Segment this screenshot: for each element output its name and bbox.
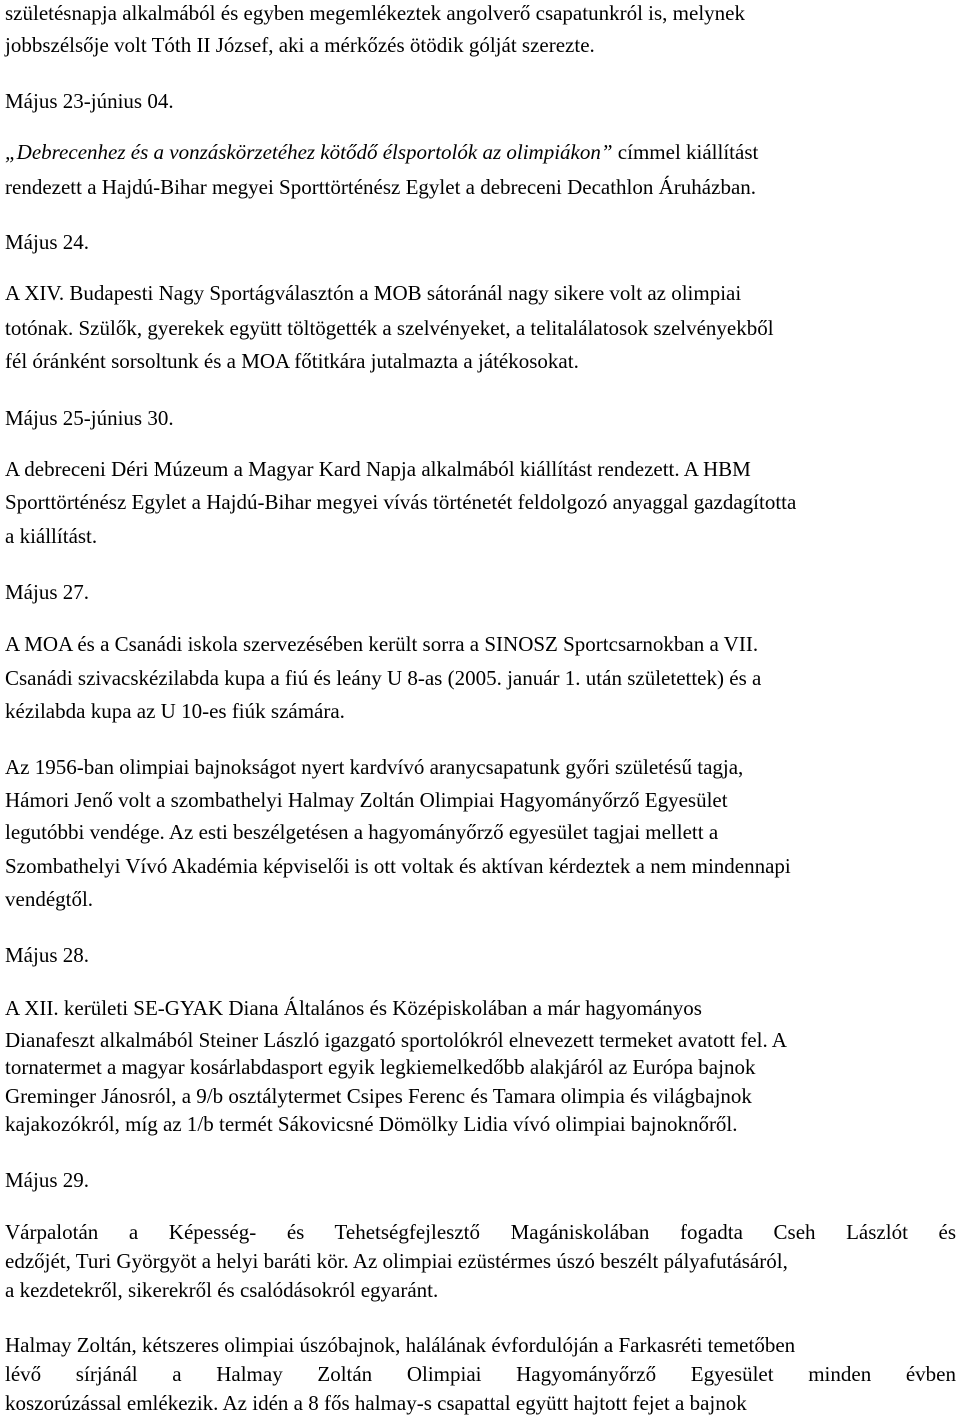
exhibition-title: „Debrecenhez és a vonzáskörzetéhez kötődő élsportolók az olimpiákon” [5, 140, 613, 164]
paragraph-line: születésnapja alkalmából és egyben megemlékeztek angolverő csapatunkról is, melynek [5, 1, 745, 25]
paragraph-line: A debreceni Déri Múzeum a Magyar Kard Napja alkalmából kiállítást rendezett. A HBM [5, 457, 751, 481]
paragraph-line: Várpalotán a Képesség- és Tehetségfejlesztő Magániskolában fogadta Cseh Lászlót és [5, 1220, 956, 1244]
paragraph-line: legutóbbi vendége. Az esti beszélgetésen a hagyományőrző egyesület tagjai mellett a [5, 820, 719, 844]
paragraph-line: Szombathelyi Vívó Akadémia képviselői is ott voltak és aktívan kérdeztek a nem mindennapi [5, 854, 791, 878]
paragraph-line: Csanádi szivacskézilabda kupa a fiú és leány U 8-as (2005. január 1. után születettek) és a [5, 666, 762, 690]
paragraph-line: A XII. kerületi SE-GYAK Diana Általános és Középiskolában a már hagyományos [5, 996, 702, 1020]
paragraph-line: vendégtől. [5, 887, 94, 911]
paragraph-line: Halmay Zoltán, kétszeres olimpiai úszóbajnok, halálának évfordulóján a Farkasréti temetőben [5, 1333, 796, 1357]
paragraph-line: fél óránként sorsoltunk és a MOA főtitkára jutalmazta a játékosokat. [5, 349, 579, 373]
paragraph-line: jobbszélsője volt Tóth II József, aki a mérkőzés ötödik gólját szerezte. [5, 33, 595, 57]
paragraph-line: koszorúzással emlékezik. Az idén a 8 fős halmay-s csapattal együtt hajtott fejet a bajnok [5, 1391, 747, 1415]
paragraph-line: totónak. Szülők, gyerekek együtt töltögették a szelvényeket, a telitalálatosok szelvényekből [5, 316, 774, 340]
paragraph-line: Sporttörténész Egylet a Hajdú-Bihar megyei vívás történetét feldolgozó anyaggal gazdagította [5, 490, 797, 514]
paragraph-line: lévő sírjánál a Halmay Zoltán Olimpiai Hagyományőrző Egyesület minden évben [5, 1362, 956, 1386]
paragraph-line: a kezdetekről, sikerekről és csalódásokról egyaránt. [5, 1278, 439, 1302]
paragraph-line: kajakozókról, míg az 1/b termét Sákovicsné Dömölky Lidia vívó olimpiai bajnoknőről. [5, 1112, 738, 1136]
paragraph-line: a kiállítást. [5, 524, 98, 548]
paragraph-line [5, 139, 758, 165]
paragraph-line: Hámori Jenő volt a szombathelyi Halmay Zoltán Olimpiai Hagyományőrző Egyesület [5, 788, 728, 812]
paragraph-line: Dianafeszt alkalmából Steiner László igazgató sportolókról elnevezett termeket avatott fel. A [5, 1028, 787, 1052]
paragraph-text: címmel kiállítást [612, 140, 759, 164]
paragraph-line: tornatermet a magyar kosárlabdasport egyik legkiemelkedőbb alakjáról az Európa bajnok [5, 1055, 756, 1079]
paragraph-line: A XIV. Budapesti Nagy Sportágválasztón a MOB sátoránál nagy sikere volt az olimpiai [5, 281, 742, 305]
date-heading: Május 27. [5, 580, 89, 604]
date-heading: Május 23-június 04. [5, 89, 174, 113]
paragraph-line: kézilabda kupa az U 10-es fiúk számára. [5, 699, 345, 723]
paragraph-line: A MOA és a Csanádi iskola szervezésében került sorra a SINOSZ Sportcsarnokban a VII. [5, 632, 759, 656]
paragraph-line: rendezett a Hajdú-Bihar megyei Sporttörténész Egylet a debreceni Decathlon Áruházban. [5, 175, 757, 199]
paragraph-line: Greminger Jánosról, a 9/b osztálytermet Csipes Ferenc és Tamara olimpia és világbajnok [5, 1084, 752, 1108]
date-heading: Május 29. [5, 1168, 89, 1192]
date-heading: Május 28. [5, 943, 89, 967]
date-heading: Május 25-június 30. [5, 406, 174, 430]
paragraph-line: edzőjét, Turi Györgyöt a helyi baráti kör. Az olimpiai ezüstérmes úszó beszélt pályafutásáról, [5, 1249, 788, 1273]
date-heading: Május 24. [5, 230, 89, 254]
paragraph-line: Az 1956-ban olimpiai bajnokságot nyert kardvívó aranycsapatunk győri születésű tagja, [5, 755, 744, 779]
